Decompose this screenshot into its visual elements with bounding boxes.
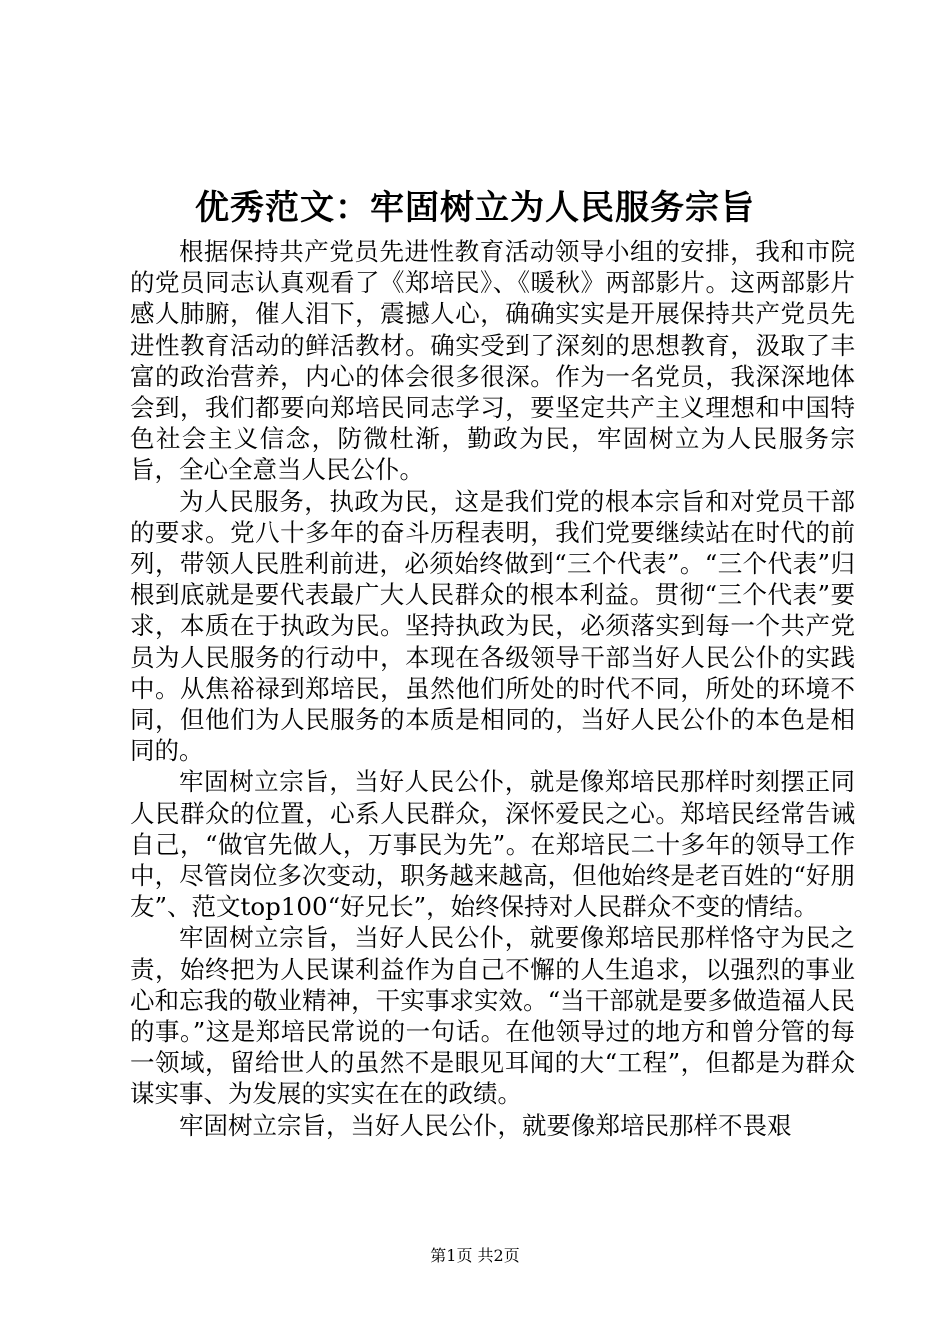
paragraph: 根据保持共产党员先进性教育活动领导小组的安排，我和市院的党员同志认真观看了《郑培民》、《暖秋》两部影片。这两部影片感人肺腑，催人泪下，震撼人心，确确实实是开展保持共产党员先进性教育活动的鲜活教材。确实受到了深刻的思想教育，汲取了丰富的政治营养，内心的体会很多很深。作为一名党员，我深深地体会到，我们都要向郑培民同志学习，要坚定共产主义理想和中国特色社会主义信念，防微杜渐，勤政为民，牢固树立为人民服务宗旨，全心全意当人民公仆。 xyxy=(130,237,855,485)
paragraph: 牢固树立宗旨，当好人民公仆，就要像郑培民那样不畏艰 xyxy=(179,1110,792,1140)
page-number-footer: 第1页 共2页 xyxy=(430,1246,520,1265)
document-title: 优秀范文：牢固树立为人民服务宗旨 xyxy=(195,188,755,228)
paragraph: 牢固树立宗旨，当好人民公仆，就要像郑培民那样恪守为民之责，始终把为人民谋利益作为自己不懈的人生追求，以强烈的事业心和忘我的敬业精神，干实事求实效。“当干部就是要多做造福人民的事。”这是郑培民常说的一句话。在他领导过的地方和曾分管的每一领域，留给世人的虽然不是眼见耳闻的大“工程”，但都是为群众谋实事、为发展的实实在在的政绩。 xyxy=(130,923,855,1109)
paragraph: 为人民服务，执政为民，这是我们党的根本宗旨和对党员干部的要求。党八十多年的奋斗历程表明，我们党要继续站在时代的前列，带领人民胜利前进，必须始终做到“三个代表”。“三个代表”归根到底就是要代表最广大人民群众的根本利益。贯彻“三个代表”要求，本质在于执政为民。坚持执政为民，必须落实到每一个共产党员为人民服务的行动中，本现在各级领导干部当好人民公仆的实践中。从焦裕禄到郑培民，虽然他们所处的时代不同，所处的环境不同，但他们为人民服务的本质是相同的，当好人民公仆的本色是相同的。 xyxy=(130,486,855,766)
document-body xyxy=(130,236,855,1141)
paragraph: 牢固树立宗旨，当好人民公仆，就是像郑培民那样时刻摆正同人民群众的位置，心系人民群众，深怀爱民之心。郑培民经常告诫自己，“做官先做人，万事民为先”。在郑培民二十多年的领导工作中，尽管岗位多次变动，职务越来越高，但他始终是老百姓的“好朋友”、范文top100“好兄长”，始终保持对人民群众不变的情结。 xyxy=(130,767,855,922)
